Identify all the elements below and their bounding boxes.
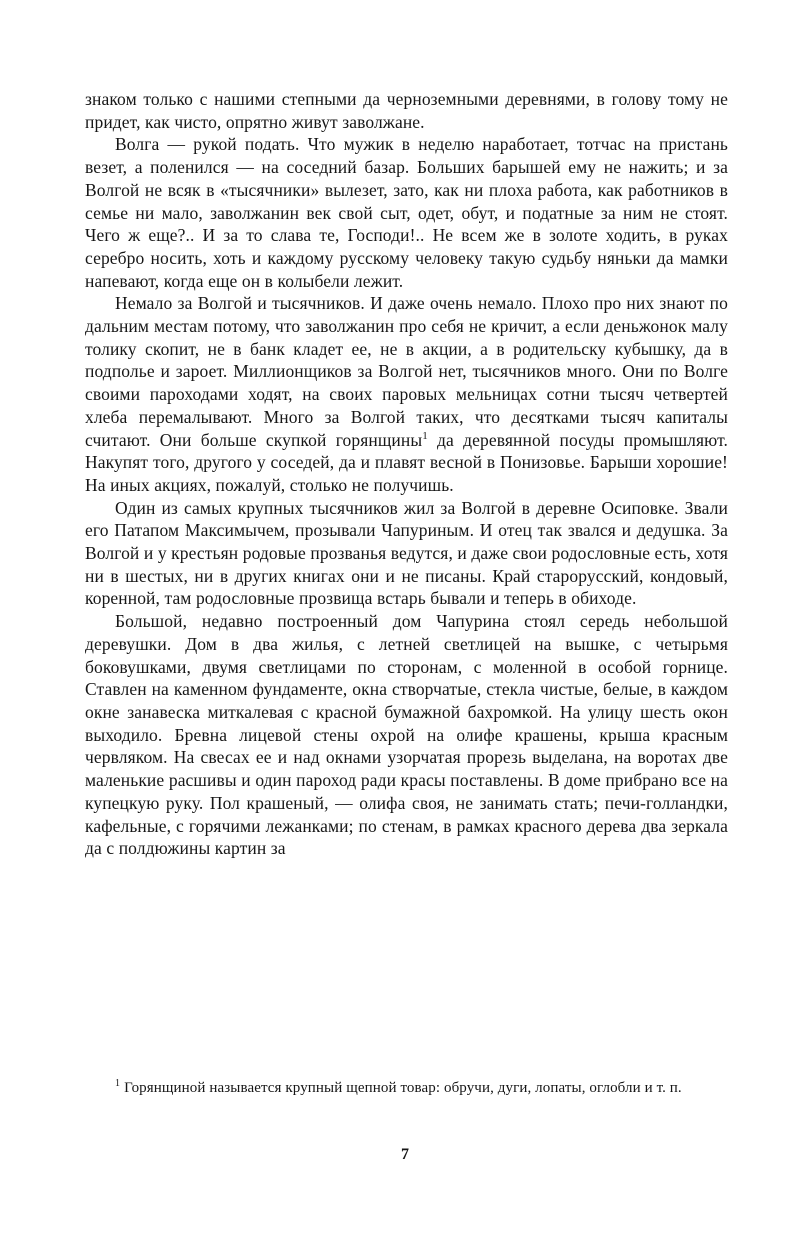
paragraph: Большой, недавно построенный дом Чапурина стоял середь небольшой деревушки. Дом в два жилья, с летней светлицей на вышке, с четырьмя боковушками, двумя светлицами по сторонам, с моленной в особой горнице. Ставлен на каменном фундаменте, окна створчатые, стекла чистые, белые, в каждом окне занавеска миткалевая с красной бумажной бахромкой. На улицу шесть окон выходило. Бревна лицевой стены охрой на олифе крашены, крыша красным червляком. На свесах ее и над окнами узорчатая прорезь выделана, на воротах две маленькие расшивы и один пароход ради красы поставлены. В доме прибрано все на купецкую руку. Пол крашеный, — олифа своя, не занимать стать; печи-голландки, кафельные, с горячими лежанками; по стенам, в рамках красного дерева два зеркала да с полдюжины картин за xyxy=(85,611,728,859)
paragraph: Немало за Волгой и тысячников. И даже очень немало. Плохо про них знают по дальним местам потому, что заволжанин про себя не кричит, а если деньжонок малу толику скопит, не в банк кладет ее, не в акции, а в родительску кубышку, да в подполье и зароет. Миллионщиков за Волгой нет, тысячников много. Они по Волге своими пароходами ходят, на своих паровых мельницах сотни тысяч четвертей хлеба перемалывают. Много за Волгой таких, что десятками тысяч капиталы считают. Они больше скупкой горянщины$^1$ да деревянной посуды промышляют. Накупят того, другого у соседей, да и плавят весной в Понизовье. Барыши хорошие! На иных акциях, пожалуй, столько не получишь. xyxy=(85,293,728,495)
paragraph: знаком только с нашими степными да черноземными деревнями, в голову тому не придет, как чисто, опрятно живут заволжане. xyxy=(85,89,728,132)
footnote-reference: 1 xyxy=(422,429,428,442)
page-number: 7 xyxy=(401,1146,409,1163)
paragraph: Один из самых крупных тысячников жил за Волгой в деревне Осиповке. Звали его Патапом Максимычем, прозывали Чапуриным. И отец так звался и дедушка. За Волгой и у крестьян родовые прозванья ведутся, и даже свои родословные есть, хотя ни в шестых, ни в других книгах они и не писаны. Край старорусский, кондовый, коренной, там родословные прозвища встарь бывали и теперь в обиходе. xyxy=(85,497,728,609)
text-block xyxy=(85,88,728,860)
footnote-text: Горянщиной называется крупный щепной товар: обручи, дуги, лопаты, оглобли и т. п. xyxy=(124,1080,682,1096)
paragraph: Волга — рукой подать. Что мужик в неделю наработает, тотчас на пристань везет, а поленился — на соседний базар. Больших барышей ему не нажить; и за Волгой не всяк в «тысячники» вылезет, зато, как ни плоха работа, как работников в семье ни мало, заволжанин век свой сыт, одет, обут, и податные за ним не стоят. Чего ж еще?.. И за то слава те, Господи!.. Не всем же в золоте ходить, в руках серебро носить, хоть и каждому русскому человеку такую судьбу няньки да мамки напевают, когда еще он в колыбели лежит. xyxy=(85,134,728,291)
footnote xyxy=(85,1078,728,1099)
footnote-marker: 1 xyxy=(115,1078,121,1089)
